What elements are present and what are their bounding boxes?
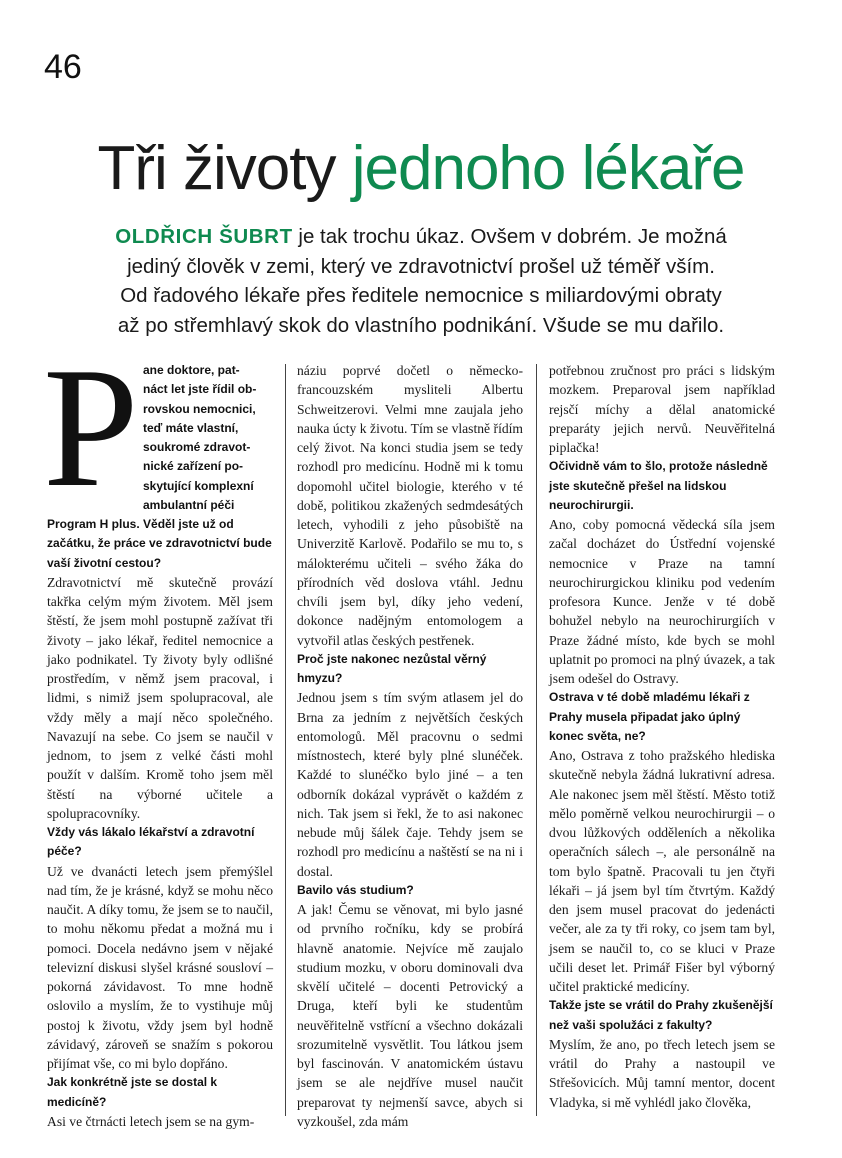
- interview-answer: Myslím, že ano, po třech letech jsem se vrátil do Prahy a nastoupil ve Střešovicích. Můj tamní mentor, docent Vladyka, si mě vyhlédl jako člověka,: [549, 1036, 775, 1110]
- question-line: ane doktore, pat-: [143, 363, 240, 377]
- article-column-2: [297, 361, 523, 1131]
- interview-question: Vždy vás lákalo lékařství a zdravotní péče?: [47, 825, 255, 859]
- question-line: soukromé zdravot-: [143, 440, 251, 454]
- lead-line-1: je tak trochu úkaz. Ovšem v dobrém. Je možná: [292, 225, 727, 248]
- interview-question: Jak konkrétně jste se dostal k medicíně?: [47, 1075, 218, 1109]
- interview-answer: potřebnou zručnost pro práci s lidským mozkem. Preparoval jsem například rejsčí míchy a dělal anatomické preparáty jejich nervů. Neuvěřitelná piplačka!: [549, 363, 775, 455]
- question-line: rovskou nemocnici,: [143, 401, 256, 416]
- question-line: skytující komplexní: [143, 478, 254, 493]
- interview-question: Proč jste nakonec nezůstal věrný hmyzu?: [297, 651, 487, 685]
- column-divider-1: [285, 364, 286, 1116]
- headline-part-green: jednoho lékaře: [351, 134, 745, 203]
- interview-answer: náziu poprvé dočetl o německo-francouzském mysliteli Albertu Schweitzerovi. Velmi mne zaujala jeho nauka úcty k životu. Tím se vlastně řídím celý život. Na konci studia jsem se tedy rozhodl pro medicínu. Hodně mi k tomu dopomohl učitel biologie, kterého v té době, politikou zkažených sedmdesátých letech, vyhodili z jeho působiště na Univerzitě Karlově. Podařilo se mu to, s málokterému učiteli – svého žáka do přírodních věd doslova vtáhl. Jednu chvíli jsem byl, díky jeho vedení, dokonce nadějným entomologem a vytvořil atlas českých pestřenek.: [297, 363, 523, 648]
- interview-question: Bavilo vás studium?: [297, 882, 414, 897]
- question-line: teď máte vlastní,: [143, 420, 239, 435]
- page-number: 46: [44, 48, 82, 86]
- article-lead: [40, 222, 802, 340]
- dropcap-block: [43, 333, 273, 523]
- lead-line-3: Od řadového lékaře přes ředitele nemocnice s miliardovými obraty: [120, 284, 722, 307]
- interview-answer: Jednou jsem s tím svým atlasem jel do Brna za jedním z největších českých entomologů. Měl pracovnu o sedmi místnostech, které byly plné slunéček. Každé to slunéčko bylo jiné – a ten odborník dokázal vyprávět o každém z nich. Tak jsem si řekl, že to asi nakonec nebude můj šálek čaje. Tehdy jsem se rozhodl pro medicínu a naštěstí se na ni i dostal.: [297, 690, 523, 879]
- lead-line-4: až po střemhlavý skok do vlastního podnikání. Všude se mu dařilo.: [117, 313, 725, 337]
- interview-answer: Ano, Ostrava z toho pražského hlediska skutečně nebyla žádná lukrativní adresa. Ale nakonec jsem měl štěstí. Město totiž mělo poměrně velkou neurochirurgii – o dvou lůžkových odděleních a několika operačních sálech –, ale personálně na tom bylo špatně. Pracovali tu jen čtyři lékaři – já jsem byl tím čtvrtým. Každý den jsem musel pracovat do jedenácti večer, ale za ty tři roky, co jsem tam byl, jsem se naučil to, co se kluci v Praze učili deset let. Primář Fišer byl výborný učitel praktické medicíny.: [549, 748, 775, 994]
- interview-question: Očividně vám to šlo, protože následně jste skutečně přešel na lidskou neurochirurgii.: [549, 459, 768, 512]
- lead-line-2: jediný člověk v zemi, který ve zdravotnictví prošel už téměř vším.: [127, 254, 715, 278]
- lead-author-name: OLDŘICH ŠUBRT: [115, 225, 293, 248]
- article-column-1: [43, 333, 273, 1131]
- interview-answer: Už ve dvanácti letech jsem přemýšlel nad tím, že je krásné, když se mohu něco naučit. A díky tomu, že jsem se to naučil, to mohu někomu předat a možná mu i pomoci. Docela nedávno jsem v nějaké televizní diskusi slyšel krásné sousloví – pokorná závidavost. To mne hodně oslovilo a myslím, že to vystihuje můj postoj k životu, vždy jsem byl hodně závidavý, zároveň se snažím s pokorou přijímat vše, co mi bylo dopřáno.: [47, 863, 273, 1071]
- headline-part-black: Tři životy: [97, 134, 352, 203]
- interview-answer: Ano, coby pomocná vědecká síla jsem začal docházet do Ústřední vojenské nemocnice v Praze na tamní neurochirurgickou kliniku pod vedením profesora Kunce. Jenže v té době bohužel nebylo na neurochirurgiích v Praze žádné místo, kde bych se mohl uplatnit po promoci na plný úvazek, a tak jsem odešel do Ostravy.: [549, 517, 775, 686]
- interview-question: Program H plus. Věděl jste už od začátku, že práce ve zdravotnictví bude vaší životní cestou?: [47, 517, 272, 570]
- question-line: náct let jste řídil ob-: [143, 382, 257, 397]
- article-column-3: [549, 361, 775, 1112]
- dropcap-letter: P: [43, 333, 139, 523]
- column-divider-2: [536, 364, 537, 1116]
- interview-answer: A jak! Čemu se věnovat, mi bylo jasné od prvního ročníku, kdy se probírá hlavně anatomie. Nejvíce mě zaujalo studium mozku, v oboru dominovali dva skvělí učitelé – docenti Petrovický a Druga, kteří byli ke studentům neuvěřitelně vstřícní a všechno dokázali srozumitelně vysvětlit. Tou látkou jsem byl fascinován. V anatomickém ústavu jsem se ale nejdříve musel naučit preparovat ty nejmenší savce, abych si vyzkoušel, zda mám: [297, 902, 523, 1129]
- interview-answer: Asi ve čtrnácti letech jsem se na gym-: [47, 1113, 255, 1129]
- interview-question: Ostrava v té době mladému lékaři z Prahy musela připadat jako úplný konec světa, ne?: [549, 690, 750, 743]
- question-line: ambulantní péči: [143, 497, 235, 512]
- interview-question: Takže jste se vrátil do Prahy zkušenější než vaši spolužáci z fakulty?: [549, 998, 773, 1032]
- article-headline: [0, 133, 842, 205]
- interview-answer: Zdravotnictví mě skutečně provází takřka celým mým životem. Měl jsem štěstí, že jsem mohl postupně zažívat tři životy – jako lékař, ředitel nemocnice a jako podnikatel. Ty životy byly odlišné prostředím, v němž jsem pracoval, i lidmi, s nimiž jsem spolupracoval, ale vždy měly a mají něco společného. Navazují na sebe. Co jsem se naučil v jednom, to jsem z velké části mohl použít v dalším. Kromě toho jsem měl štěstí na výborné učitele a spolupracovníky.: [47, 574, 273, 821]
- question-line: nické zařízení po-: [143, 459, 244, 474]
- dropcap-question-lines: [143, 361, 273, 515]
